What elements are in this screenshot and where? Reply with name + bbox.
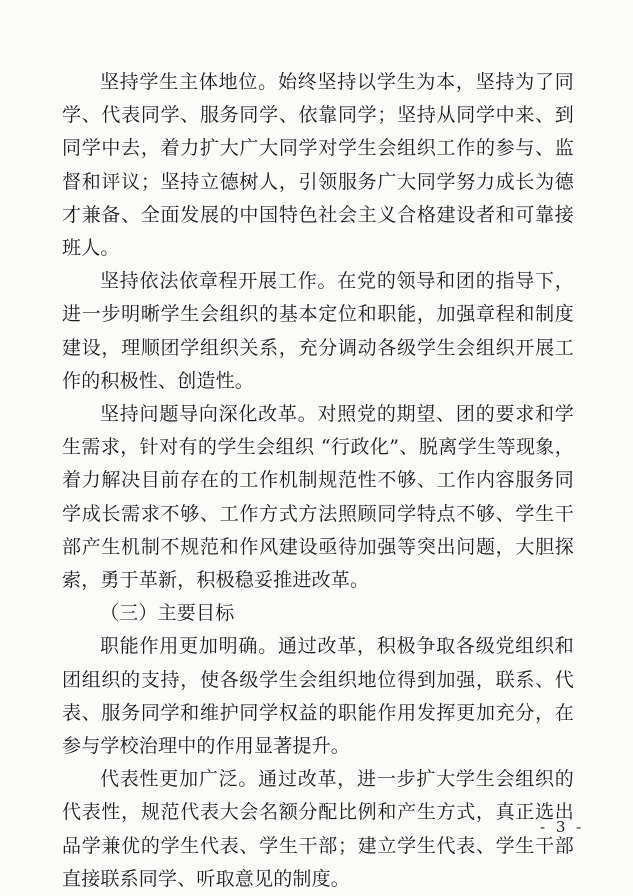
section-heading: （三）主要目标 <box>100 602 235 625</box>
paragraph-student-subject: 坚持学生主体地位。始终坚持以学生为本，坚持为了同学、代表同学、服务同学、依靠同学；坚持从同学中来、到同学中去，着力扩大广大同学对学生会组织工作的参与、监督和评议；坚持立德树人，引领服务广大同学努力成长为德才兼备、全面发展的中国特色社会主义合格建设者和可靠接班人。 <box>62 71 574 260</box>
paragraph-rule-of-law: 坚持依法依章程开展工作。在党的领导和团的指导下，进一步明晰学生会组织的基本定位和职能，加强章程和制度建设，理顺团学组织关系，充分调动各级学生会组织开展工作的积极性、创造性。 <box>62 270 574 392</box>
paragraph-goal-representation: 代表性更加广泛。通过改革，进一步扩大学生会组织的代表性，规范代表大会名额分配比例和产生方式，真正选出品学兼优的学生代表、学生干部；建立学生代表、学生干部直接联系同学、听取意见的制度。 <box>62 768 574 890</box>
paragraph-problem-oriented: 坚持问题导向深化改革。对照党的期望、团的要求和学生需求，针对有的学生会组织 “行政化”、脱离学生等现象，着力解决目前存在的工作机制规范性不够、工作内容服务同学成长需求不够、工作方式方法照顾同学特点不够、学生干部产生机制不规范和作风建设亟待加强等突出问题，大胆探索，勇于革新，积极稳妥推进改革。 <box>62 403 574 592</box>
page-number: - 3 - <box>540 818 585 836</box>
paragraph-goal-functions: 职能作用更加明确。通过改革，积极争取各级党组织和团组织的支持，使各级学生会组织地位得到加强，联系、代表、服务同学和维护同学权益的职能作用发挥更加充分，在参与学校治理中的作用显著提升。 <box>62 635 574 758</box>
document-body <box>62 66 574 896</box>
